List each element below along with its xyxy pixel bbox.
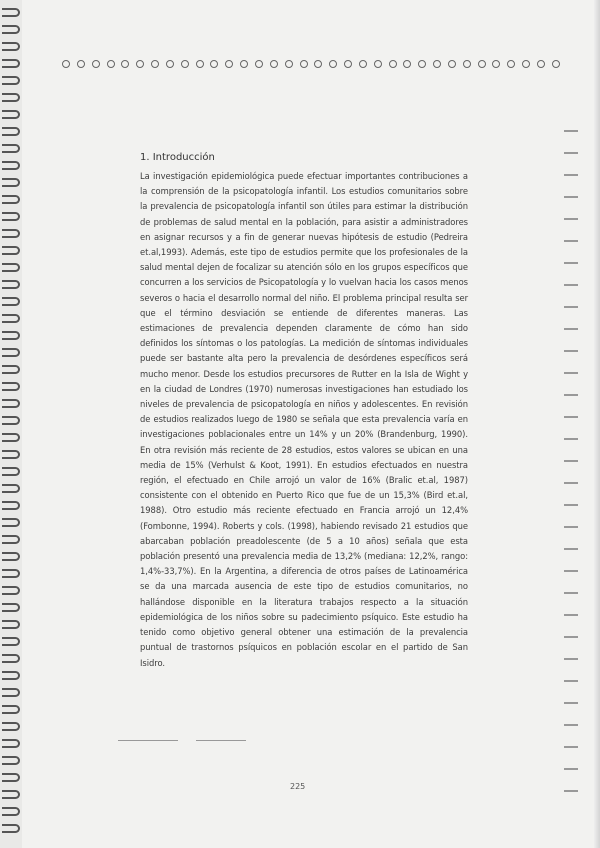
binding-ring-icon [2,161,20,170]
binding-ring-icon [2,790,20,799]
binding-ring-icon [2,552,20,561]
border-dot-icon [196,60,204,68]
border-dot-icon [463,60,471,68]
border-dot-icon [121,60,129,68]
border-dot-icon [210,60,218,68]
binding-ring-icon [2,705,20,714]
border-dot-icon [300,60,308,68]
binding-ring-icon [2,195,20,204]
border-dot-icon [329,60,337,68]
border-dot-icon [433,60,441,68]
border-dot-icon [255,60,263,68]
border-dot-icon [344,60,352,68]
binding-ring-icon [2,348,20,357]
margin-mark [564,680,578,682]
binding-ring-icon [2,416,20,425]
binding-ring-icon [2,314,20,323]
binding-ring-icon [2,654,20,663]
margin-mark [564,746,578,748]
binding-ring-icon [2,93,20,102]
binding-ring-icon [2,518,20,527]
binding-ring-icon [2,603,20,612]
margin-mark [564,196,578,198]
border-dot-icon [374,60,382,68]
binding-ring-icon [2,76,20,85]
margin-mark [564,592,578,594]
border-dot-icon [225,60,233,68]
binding-ring-icon [2,399,20,408]
margin-mark [564,284,578,286]
border-dot-icon [77,60,85,68]
binding-ring-icon [2,331,20,340]
border-dot-icon [507,60,515,68]
border-dot-icon [522,60,530,68]
border-dot-icon [107,60,115,68]
border-dot-icon [448,60,456,68]
border-dot-icon [389,60,397,68]
binding-ring-icon [2,178,20,187]
margin-mark [564,174,578,176]
margin-mark [564,768,578,770]
binding-ring-icon [2,450,20,459]
border-dot-icon [285,60,293,68]
border-dot-icon [418,60,426,68]
border-dot-icon [359,60,367,68]
border-dot-icon [270,60,278,68]
margin-rule-left [118,740,178,741]
border-dot-icon [492,60,500,68]
border-dot-icon [92,60,100,68]
binding-ring-icon [2,25,20,34]
margin-mark [564,130,578,132]
border-dot-icon [151,60,159,68]
border-dot-icon [181,60,189,68]
binding-ring-icon [2,229,20,238]
margin-mark [564,724,578,726]
binding-ring-icon [2,127,20,136]
margin-rule-right [196,740,246,741]
margin-mark [564,504,578,506]
binding-ring-icon [2,637,20,646]
margin-mark [564,460,578,462]
border-dot-icon [166,60,174,68]
binding-ring-icon [2,739,20,748]
binding-ring-icon [2,382,20,391]
margin-mark [564,306,578,308]
binding-ring-icon [2,212,20,221]
border-dot-icon [403,60,411,68]
binding-ring-icon [2,246,20,255]
binding-ring-icon [2,688,20,697]
margin-mark [564,548,578,550]
decorative-dot-border [62,56,560,72]
page-number: 225 [290,782,306,791]
margin-mark [564,218,578,220]
section-heading: 1. Introducción [140,152,215,163]
page-content [140,152,468,671]
binding-ring-icon [2,467,20,476]
spiral-binding [0,0,22,848]
binding-ring-icon [2,807,20,816]
binding-ring-icon [2,280,20,289]
margin-mark [564,636,578,638]
margin-mark [564,570,578,572]
binding-ring-icon [2,586,20,595]
margin-mark [564,240,578,242]
binding-ring-icon [2,671,20,680]
binding-ring-icon [2,756,20,765]
border-dot-icon [136,60,144,68]
binding-ring-icon [2,569,20,578]
margin-mark [564,328,578,330]
margin-mark [564,482,578,484]
border-dot-icon [314,60,322,68]
binding-ring-icon [2,501,20,510]
margin-mark [564,658,578,660]
binding-ring-icon [2,773,20,782]
border-dot-icon [478,60,486,68]
margin-mark [564,350,578,352]
border-dot-icon [62,60,70,68]
binding-ring-icon [2,59,20,68]
binding-ring-icon [2,433,20,442]
binding-ring-icon [2,620,20,629]
binding-ring-icon [2,824,20,833]
margin-mark [564,702,578,704]
binding-ring-icon [2,535,20,544]
binding-ring-icon [2,110,20,119]
margin-mark [564,152,578,154]
margin-mark [564,526,578,528]
margin-mark [564,416,578,418]
binding-ring-icon [2,365,20,374]
binding-ring-icon [2,42,20,51]
page-edge-shadow [594,0,600,848]
binding-ring-icon [2,263,20,272]
margin-mark [564,394,578,396]
binding-ring-icon [2,722,20,731]
border-dot-icon [240,60,248,68]
margin-mark [564,790,578,792]
margin-mark [564,614,578,616]
binding-ring-icon [2,8,20,17]
binding-ring-icon [2,297,20,306]
margin-mark [564,372,578,374]
binding-ring-icon [2,484,20,493]
margin-mark [564,438,578,440]
border-dot-icon [537,60,545,68]
margin-mark [564,262,578,264]
body-paragraph: La investigación epidemiológica puede efectuar importantes contribuciones a la comprensión de la psicopatología infantil. Los estudios comunitarios sobre la prevalencia de psicopatología infantil son útiles para estimar la distribución de problemas de salud mental en la población, para asistir a administradores en asignar recursos y a fin de generar nuevas hipótesis de estudio (Pedreira et.al,1993). Además, este tipo de estudios permite que los profesionales de la salud mental dejen de focalizar su atención sólo en los grupos específicos que concurren a los servicios de Psicopatología y lo vuelvan hacia los casos menos severos o hacia el desarrollo normal del niño. El problema principal resulta ser que el término desviación se entiende de diferentes maneras. Las estimaciones de prevalencia dependen claramente de cómo han sido definidos los síntomas o los patologías. La medición de síntomas individuales puede ser bastante alta pero la prevalencia de desórdenes específicos será mucho menor. Desde los estudios precursores de Rutter en la Isla de Wight y en la ciudad de Londres (1970) numerosas investigaciones han estudiado los niveles de prevalencia de psicopatología en niños y adolescentes. En revisión de estudios realizados luego de 1980 se señala que esta prevalencia varía en investigaciones poblacionales entre un 14% y un 20% (Brandenburg, 1990). En otra revisión más reciente de 28 estudios, estos valores se ubican en una media de 15% (Verhulst & Koot, 1991). En estudios efectuados en nuestra región, el efectuado en Chile arrojó un valor de 16% (Bralic et.al, 1987) consistente con el obtenido en Puerto Rico que fue de un 15,3% (Bird et.al, 1988). Otro estudio más reciente efectuado en Francia arrojó un 12,4% (Fombonne, 1994). Roberts y cols. (1998), habiendo revisado 21 estudios que abarcaban población preadolescente (de 5 a 10 años) señala que esta población presentó una prevalencia media de 13,2% (mediana: 12,2%, rango: 1,4%-33,7%). En la Argentina, a diferencia de otros países de Latinoamérica se da una marcada ausencia de este tipo de estudios comunitarios, no hallándose disponible en la literatura trabajos respecto a la situación epidemiológica de los niños sobre su padecimiento psíquico. Este estudio ha tenido como objetivo general obtener una estimación de la prevalencia puntual de trastornos psíquicos en población escolar en el partido de San Isidro. [140,171,468,668]
border-dot-icon [552,60,560,68]
binding-ring-icon [2,144,20,153]
